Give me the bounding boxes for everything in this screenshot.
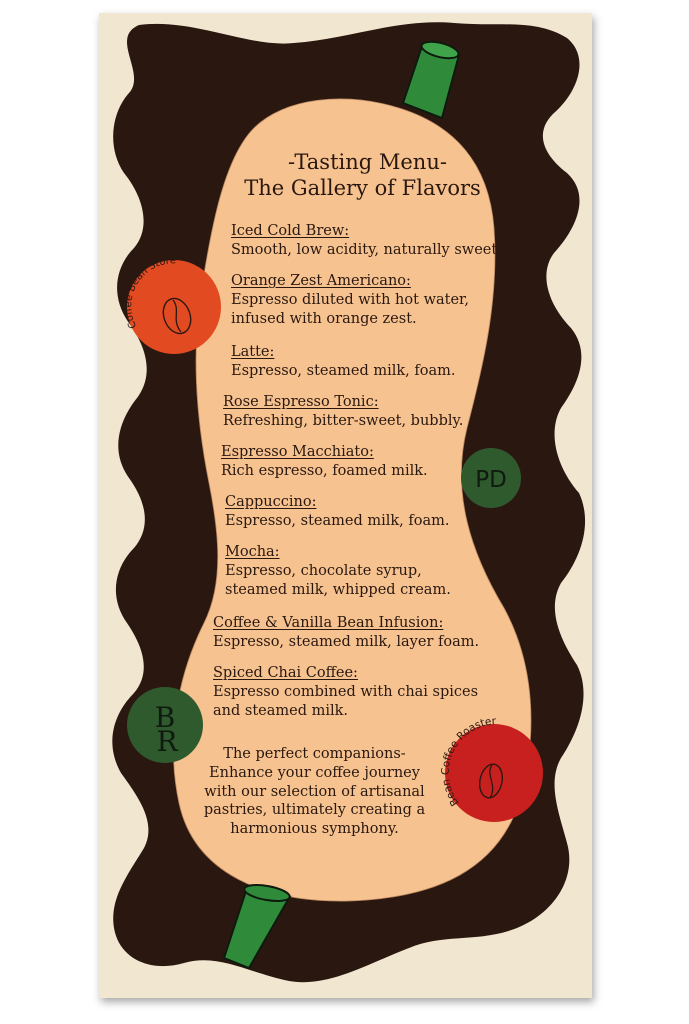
menu-item-name: Cappuccino: [225, 494, 317, 510]
menu-item-name: Orange Zest Americano: [231, 273, 411, 289]
menu-item [213, 614, 479, 652]
menu-item-desc: Espresso combined with chai spices and steamed milk. [213, 684, 479, 719]
menu-item-desc: Espresso, steamed milk, layer foam. [213, 634, 480, 650]
pd-badge [461, 448, 521, 508]
menu-item-desc: Espresso, chocolate syrup, steamed milk, whipped cream. [225, 563, 451, 598]
br-text-b: B [154, 701, 176, 734]
menu-item [231, 272, 469, 328]
pd-text: PD [475, 467, 507, 493]
menu-item-name: Rose Espresso Tonic: [223, 394, 379, 410]
menu-item-name: Latte: [231, 344, 275, 360]
menu-item-desc: Rich espresso, foamed milk. [221, 463, 428, 479]
menu-item-name: Coffee & Vanilla Bean Infusion: [213, 615, 444, 631]
menu-item [225, 543, 451, 599]
menu-subtitle: The Gallery of Flavors [244, 176, 481, 200]
menu-item [231, 343, 456, 381]
menu-item-name: Espresso Macchiato: [221, 444, 374, 460]
menu-item-desc: Smooth, low acidity, naturally sweet. [231, 242, 502, 258]
companions-paragraph: The perfect companions- Enhance your coffee journey with our selection of artisanal pastries, ultimately creating a harmonious symphony. [203, 746, 426, 838]
bean-coffee-roaster-text: Bean Coffee Roaster [439, 715, 497, 809]
menu-item [221, 443, 428, 481]
menu-item-name: Iced Cold Brew: [231, 223, 350, 239]
menu-item [223, 393, 463, 431]
menu-item-desc: Espresso diluted with hot water, infused with orange zest. [231, 292, 469, 327]
menu-item [231, 222, 502, 260]
menu-item-desc: Espresso, steamed milk, foam. [231, 363, 456, 379]
menu-title: -Tasting Menu- [288, 150, 447, 174]
menu-item-name: Spiced Chai Coffee: [213, 665, 358, 681]
br-badge [127, 687, 203, 763]
br-text-r: R [156, 725, 178, 758]
menu-item-name: Mocha: [225, 544, 280, 560]
menu-card [99, 13, 592, 998]
menu-item [225, 493, 450, 531]
menu-item-desc: Espresso, steamed milk, foam. [225, 513, 450, 529]
menu-item-desc: Refreshing, bitter-sweet, bubbly. [223, 413, 464, 429]
menu-item [213, 664, 478, 720]
coffee-bean-store-text: Coffee Bean Store [123, 255, 177, 331]
